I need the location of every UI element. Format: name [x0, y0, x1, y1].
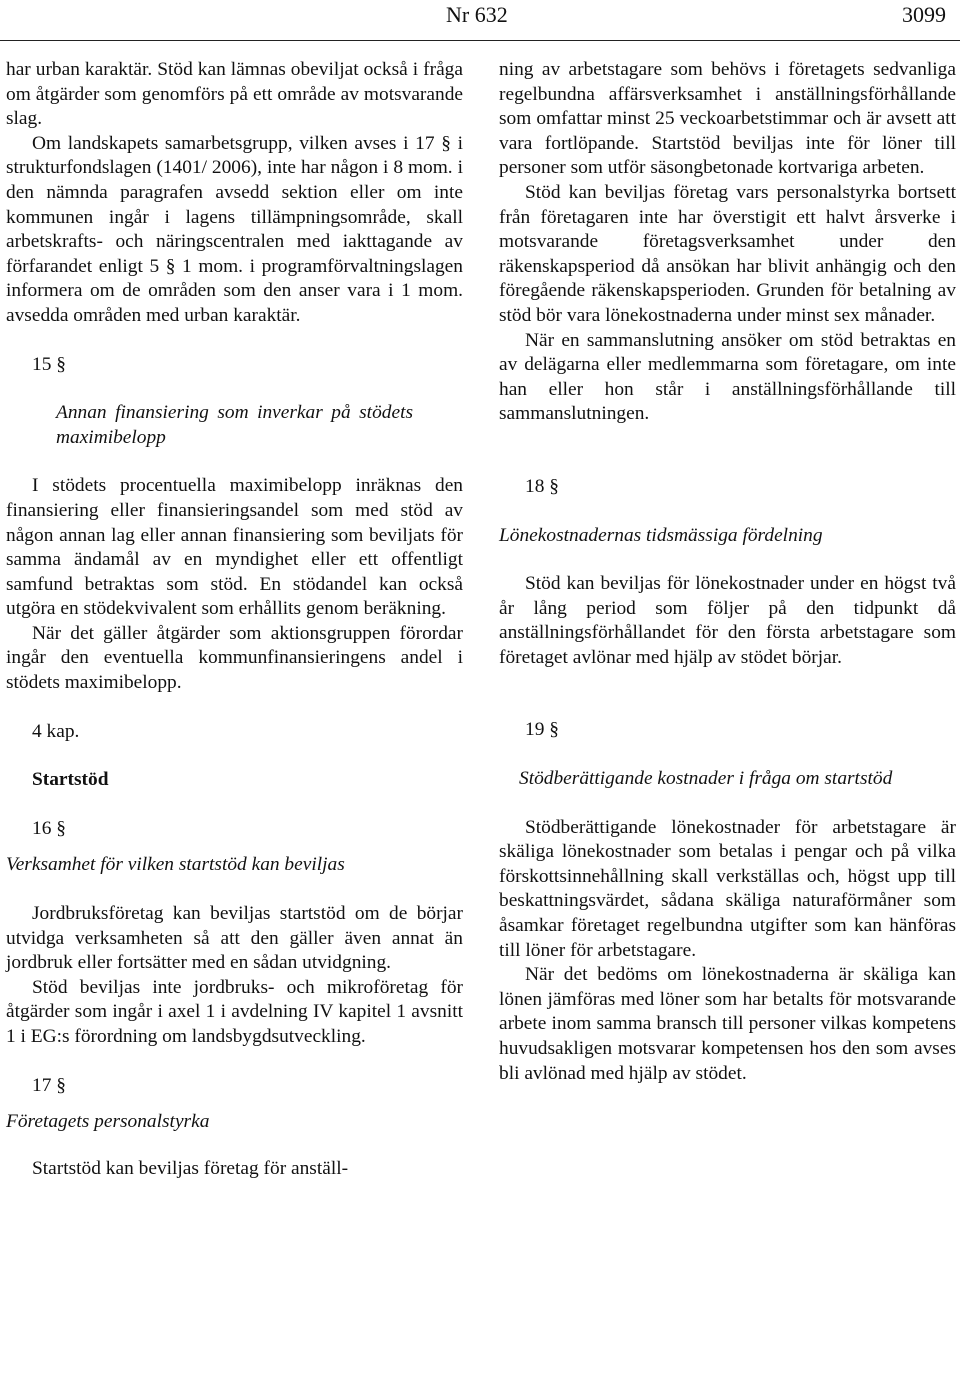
paragraph: Stöd kan beviljas företag vars personalstyrka bortsett från företagaren inte har överstigit ett halvt årsverke i motsvarande företagsverksamhet under den räkenskapsperiod då ansökan har blivit anhängig och den föregående räkenskapsperioden. Grunden för betalning av stöd bör vara lönekostnaderna under minst sex månader. — [499, 181, 956, 326]
right-column — [499, 58, 956, 1086]
chapter-title: Startstöd — [32, 769, 109, 791]
paragraph: Stöd beviljas inte jordbruks- och mikroföretag för åtgärder som ingår i axel 1 i avdelning IV kapitel 1 avsnitt 1 i EG:s förordning om landsbygdsutveckling. — [6, 976, 463, 1047]
page-header — [0, 0, 960, 41]
issue-number: Nr 632 — [446, 2, 508, 27]
section-number: 15 § — [32, 353, 66, 375]
page-number: 3099 — [902, 2, 946, 27]
paragraph: Om landskapets samarbetsgrupp, vilken avses i 17 § i strukturfondslagen (1401/ 2006), inte har någon i 8 mom. i den nämnda paragrafen avsedd sektion eller om inte kommunen ingår i lagens tillämpningsområde, skall arbetskrafts- och näringscentralen med iakttagande av förfarandet enligt 5 § 1 mom. i programförvaltningslagen informera om de områden som den anser vara i 1 mom. avsedda områden med urban karaktär. — [6, 132, 463, 326]
section-title: Verksamhet för vilken startstöd kan beviljas — [6, 854, 345, 876]
paragraph: Stödberättigande lönekostnader för arbetstagare är skäliga lönekostnader som betalas i pengar och på vilka förskottsinnehållning skall verkställas och, högst upp till beskattningsvärdet, sådana skäliga naturaförmåner som åsamkar företaget regelbundna utgifter som kan hänföras till löner för arbetstagare. — [499, 816, 956, 961]
paragraph: När det gäller åtgärder som aktionsgruppen förordar ingår den eventuella kommunfinansieringens andel i stödets maximibelopp. — [6, 622, 463, 694]
section-number: 17 § — [32, 1074, 66, 1096]
section-number: 19 § — [525, 719, 559, 741]
section-title: Lönekostnadernas tidsmässiga fördelning — [499, 524, 823, 546]
paragraph: ning av arbetstagare som behövs i företagets sedvanliga regelbundna affärsverksamhet i anställningsförhållande som omfattar minst 25 veckoarbetstimmar och är avsett att vara fortlöpande. Startstöd beviljas inte för löner till personer som utför säsongbetonade kortvariga arbeten. — [499, 59, 956, 179]
chapter-number: 4 kap. — [32, 720, 80, 742]
paragraph: har urban karaktär. Stöd kan lämnas obeviljat också i fråga om åtgärder som genomförs på ett område av motsvarande slag. — [6, 59, 463, 130]
paragraph: När en sammanslutning ansöker om stöd betraktas en av delägarna eller medlemmarna som företagare, om inte han eller hon står i anställningsförhållande till sammanslutningen. — [499, 329, 956, 425]
section-number: 16 § — [32, 817, 66, 839]
section-number: 18 § — [525, 475, 559, 497]
paragraph: Stöd kan beviljas för lönekostnader under en högst två år lång period som följer på den tidpunkt då anställningsförhållandet för den första arbetstagare som företaget avlönar med hjälp av stödet börjar. — [499, 573, 956, 668]
paragraph: I stödets procentuella maximibelopp inräknas den finansiering eller finansieringsandel som med stöd av någon annan lag eller annan finansiering som beviljats för samma ändamål av en myndighet eller ett offentligt samfund betraktas som stöd. En stödandel kan också utgöra en stödekvivalent som erhållits genom beräkning. — [6, 475, 463, 620]
section-title: Stödberättigande kostnader i fråga om startstöd — [519, 768, 893, 790]
left-column — [6, 58, 463, 1181]
section-title: Annan finansiering som inverkar på stödets maximibelopp — [56, 402, 413, 448]
paragraph: När det bedöms om lönekostnaderna är skäliga kan lönen jämföras med löner som har betalts för motsvarande arbete inom samma bransch till personer vilkas kompetens huvudsakligen motsvarar kompetensen hos den som avses bli avlönad med hjälp av stödet. — [499, 964, 956, 1084]
section-title: Företagets personalstyrka — [6, 1111, 210, 1133]
paragraph: Jordbruksföretag kan beviljas startstöd om de börjar utvidga verksamheten så att den gäller även annat än jordbruk eller fortsätter med en sådan utvidgning. — [6, 903, 463, 974]
paragraph: Startstöd kan beviljas företag för anställ- — [32, 1157, 349, 1179]
